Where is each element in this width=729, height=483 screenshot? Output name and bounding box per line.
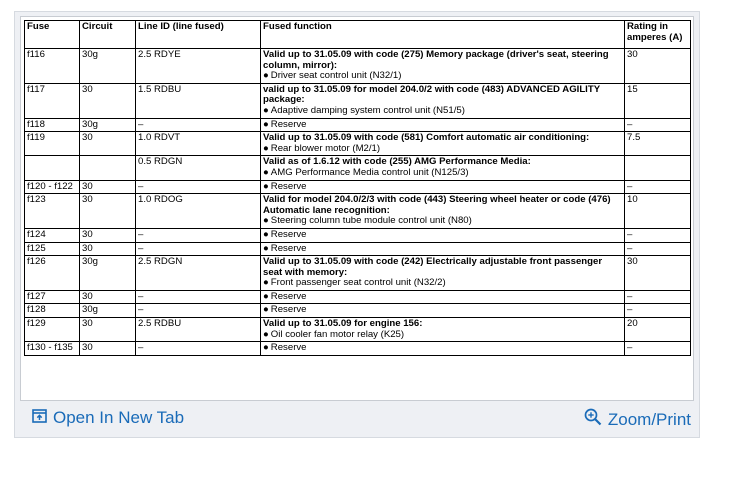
circuit-cell: 30g bbox=[80, 118, 136, 132]
line-id-cell: 1.5 RDBU bbox=[136, 83, 261, 118]
function-item bbox=[263, 305, 622, 316]
open-in-new-tab-icon bbox=[32, 408, 47, 428]
rating-cell bbox=[625, 156, 691, 180]
header-line-id: Line ID (line fused) bbox=[136, 21, 261, 49]
line-id-cell: 2.5 RDBU bbox=[136, 318, 261, 342]
rating-cell: 7.5 bbox=[625, 132, 691, 156]
table-row bbox=[25, 256, 691, 291]
open-in-new-tab-label: Open In New Tab bbox=[53, 408, 185, 427]
fuse-cell: f129 bbox=[25, 318, 80, 342]
bullet-icon: ● bbox=[263, 142, 269, 154]
function-item bbox=[263, 244, 622, 255]
rating-cell: – bbox=[625, 118, 691, 132]
function-condition-text: Valid as of 1.6.12 with code (255) AMG Performance Media: bbox=[263, 156, 531, 168]
function-item bbox=[263, 71, 622, 82]
rating-cell: 30 bbox=[625, 49, 691, 84]
line-id-cell: – bbox=[136, 290, 261, 304]
header-circuit: Circuit bbox=[80, 21, 136, 49]
fused-function-cell bbox=[261, 242, 625, 256]
line-id-cell: 1.0 RDVT bbox=[136, 132, 261, 156]
bullet-icon: ● bbox=[263, 70, 269, 82]
fused-function-cell bbox=[261, 118, 625, 132]
function-condition-text: Valid for model 204.0/2/3 with code (443) Steering wheel heater or code (476) Automatic lane recognition: bbox=[263, 194, 611, 216]
function-item-text: Reserve bbox=[270, 304, 307, 316]
rating-cell: – bbox=[625, 180, 691, 194]
line-id-cell: – bbox=[136, 242, 261, 256]
image-actions-bar bbox=[15, 404, 699, 435]
circuit-cell: 30 bbox=[80, 342, 136, 356]
function-condition-text: Valid up to 31.05.09 with code (581) Comfort automatic air conditioning: bbox=[263, 132, 590, 144]
function-item bbox=[263, 120, 622, 131]
table-row bbox=[25, 49, 691, 84]
circuit-cell: 30 bbox=[80, 83, 136, 118]
line-id-cell: – bbox=[136, 342, 261, 356]
function-item-text: AMG Performance Media control unit (N125/3) bbox=[270, 166, 469, 178]
fuse-cell: f118 bbox=[25, 118, 80, 132]
fuse-table-image bbox=[20, 16, 694, 401]
rating-cell: 15 bbox=[625, 83, 691, 118]
fused-function-cell bbox=[261, 180, 625, 194]
rating-cell: 20 bbox=[625, 318, 691, 342]
table-row bbox=[25, 83, 691, 118]
function-item bbox=[263, 182, 622, 193]
function-item-text: Reserve bbox=[270, 242, 307, 254]
fuse-cell: f119 bbox=[25, 132, 80, 156]
function-item bbox=[263, 168, 622, 179]
zoom-print-link[interactable] bbox=[584, 408, 691, 431]
line-id-cell: – bbox=[136, 304, 261, 318]
fused-function-cell bbox=[261, 256, 625, 291]
table-row bbox=[25, 132, 691, 156]
rating-cell: – bbox=[625, 342, 691, 356]
function-item-text: Rear blower motor (M2/1) bbox=[270, 142, 381, 154]
table-row bbox=[25, 290, 691, 304]
line-id-cell: – bbox=[136, 228, 261, 242]
table-row bbox=[25, 156, 691, 180]
function-item-text: Reserve bbox=[270, 118, 307, 130]
circuit-cell: 30g bbox=[80, 304, 136, 318]
fused-function-cell bbox=[261, 156, 625, 180]
fuse-cell: f127 bbox=[25, 290, 80, 304]
header-fuse: Fuse bbox=[25, 21, 80, 49]
table-row bbox=[25, 318, 691, 342]
circuit-cell: 30 bbox=[80, 132, 136, 156]
function-item-text: Driver seat control unit (N32/1) bbox=[270, 70, 402, 82]
fused-function-cell bbox=[261, 318, 625, 342]
fuse-table-body bbox=[25, 49, 691, 356]
function-item-text: Reserve bbox=[270, 228, 307, 240]
header-fused-function: Fused function bbox=[261, 21, 625, 49]
function-item bbox=[263, 230, 622, 241]
line-id-cell: 2.5 RDYE bbox=[136, 49, 261, 84]
circuit-cell: 30 bbox=[80, 290, 136, 304]
function-item-text: Adaptive damping system control unit (N51/5) bbox=[270, 104, 465, 116]
bullet-icon: ● bbox=[263, 104, 269, 116]
table-row bbox=[25, 304, 691, 318]
function-item bbox=[263, 292, 622, 303]
fused-function-cell bbox=[261, 290, 625, 304]
fuse-cell: f130 - f135 bbox=[25, 342, 80, 356]
bullet-icon: ● bbox=[263, 342, 269, 354]
fuse-cell: f126 bbox=[25, 256, 80, 291]
table-row bbox=[25, 118, 691, 132]
bullet-icon: ● bbox=[263, 166, 269, 178]
image-viewer-panel bbox=[14, 11, 700, 438]
bullet-icon: ● bbox=[263, 215, 269, 227]
circuit-cell bbox=[80, 156, 136, 180]
bullet-icon: ● bbox=[263, 328, 269, 340]
open-in-new-tab-link[interactable] bbox=[32, 408, 184, 428]
function-item-text: Reserve bbox=[270, 290, 307, 302]
function-condition-text: Valid up to 31.05.09 with code (275) Memory package (driver's seat, steering column, mirror): bbox=[263, 49, 609, 71]
circuit-cell: 30 bbox=[80, 180, 136, 194]
line-id-cell: 2.5 RDGN bbox=[136, 256, 261, 291]
function-item bbox=[263, 144, 622, 155]
function-item bbox=[263, 216, 622, 227]
fuse-cell: f128 bbox=[25, 304, 80, 318]
zoom-icon bbox=[584, 408, 602, 431]
function-condition-text: valid up to 31.05.09 for model 204.0/2 with code (483) ADVANCED AGILITY package: bbox=[263, 83, 600, 106]
bullet-icon: ● bbox=[263, 304, 269, 316]
table-header-row bbox=[25, 21, 691, 49]
function-condition-text: Valid up to 31.05.09 for engine 156: bbox=[263, 318, 423, 330]
line-id-cell: 1.0 RDOG bbox=[136, 194, 261, 229]
fuse-table bbox=[24, 20, 691, 356]
circuit-cell: 30 bbox=[80, 242, 136, 256]
fuse-cell: f117 bbox=[25, 83, 80, 118]
fused-function-cell bbox=[261, 228, 625, 242]
fused-function-cell bbox=[261, 304, 625, 318]
bullet-icon: ● bbox=[263, 228, 269, 240]
header-rating: Rating in amperes (A) bbox=[625, 21, 691, 49]
rating-cell: 30 bbox=[625, 256, 691, 291]
bullet-icon: ● bbox=[263, 242, 269, 254]
fused-function-cell bbox=[261, 83, 625, 118]
function-item-text: Front passenger seat control unit (N32/2) bbox=[270, 277, 446, 289]
fuse-cell: f125 bbox=[25, 242, 80, 256]
fuse-cell: f124 bbox=[25, 228, 80, 242]
circuit-cell: 30g bbox=[80, 49, 136, 84]
circuit-cell: 30 bbox=[80, 228, 136, 242]
table-row bbox=[25, 342, 691, 356]
line-id-cell: – bbox=[136, 118, 261, 132]
rating-cell: – bbox=[625, 228, 691, 242]
zoom-print-label: Zoom/Print bbox=[607, 409, 691, 429]
function-item bbox=[263, 278, 622, 289]
fused-function-cell bbox=[261, 132, 625, 156]
function-item bbox=[263, 343, 622, 354]
rating-cell: – bbox=[625, 290, 691, 304]
function-item-text: Oil cooler fan motor relay (K25) bbox=[270, 328, 405, 340]
bullet-icon: ● bbox=[263, 180, 269, 192]
table-row bbox=[25, 228, 691, 242]
circuit-cell: 30 bbox=[80, 318, 136, 342]
function-condition-text: Valid up to 31.05.09 with code (242) Electrically adjustable front passenger seat with memory: bbox=[263, 256, 603, 278]
fuse-cell: f116 bbox=[25, 49, 80, 84]
bullet-icon: ● bbox=[263, 118, 269, 130]
table-row bbox=[25, 194, 691, 229]
rating-cell: – bbox=[625, 304, 691, 318]
table-row bbox=[25, 180, 691, 194]
function-item bbox=[263, 106, 622, 117]
function-item-text: Reserve bbox=[270, 342, 307, 354]
table-row bbox=[25, 242, 691, 256]
fused-function-cell bbox=[261, 194, 625, 229]
bullet-icon: ● bbox=[263, 277, 269, 289]
function-item bbox=[263, 330, 622, 341]
fuse-cell: f123 bbox=[25, 194, 80, 229]
rating-cell: – bbox=[625, 242, 691, 256]
function-item-text: Reserve bbox=[270, 180, 307, 192]
fuse-cell: f120 - f122 bbox=[25, 180, 80, 194]
fuse-cell bbox=[25, 156, 80, 180]
rating-cell: 10 bbox=[625, 194, 691, 229]
bullet-icon: ● bbox=[263, 290, 269, 302]
line-id-cell: – bbox=[136, 180, 261, 194]
fused-function-cell bbox=[261, 49, 625, 84]
function-item-text: Steering column tube module control unit (N80) bbox=[270, 215, 472, 227]
circuit-cell: 30g bbox=[80, 256, 136, 291]
circuit-cell: 30 bbox=[80, 194, 136, 229]
line-id-cell: 0.5 RDGN bbox=[136, 156, 261, 180]
fused-function-cell bbox=[261, 342, 625, 356]
